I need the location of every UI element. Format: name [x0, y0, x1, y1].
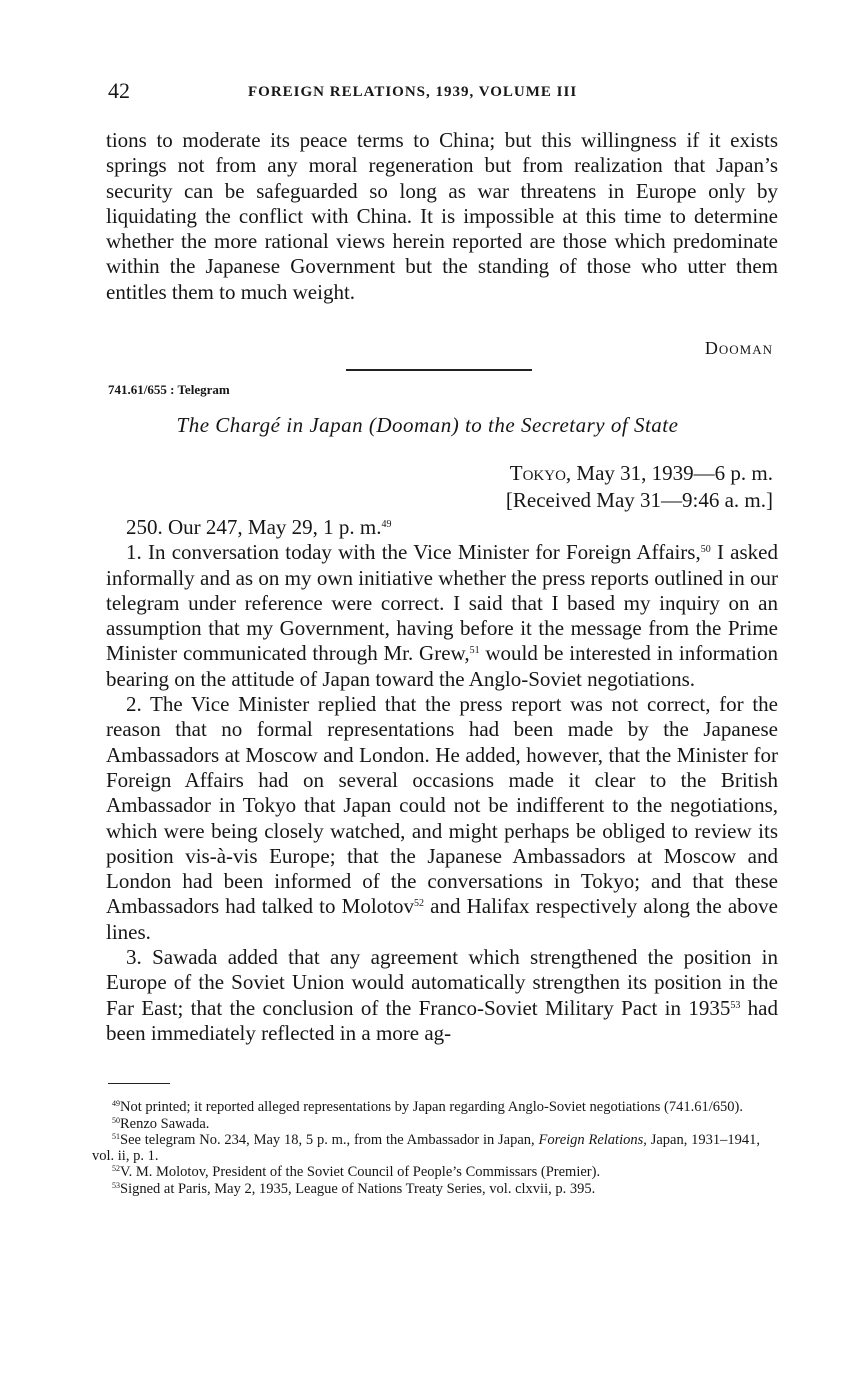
received-line: [Received May 31—9:46 a. m.] [505, 488, 773, 512]
page-number: 42 [108, 78, 130, 103]
paragraph-2-text-a: 2. The Vice Minister replied that the press report was not correct, for the reason that no formal representations had been made by the Japanese Ambassadors at Moscow and London. He added, however, that the Minister for Foreign Affairs had on several occasions made it clear to the British Ambassador in Tokyo that Japan could not be indifferent to the negotiations, which were being closely watched, and might perhaps be obliged to review its position vis-à-vis Europe; that the Japanese Ambassadors at Moscow and London had been informed of the conversations in Tokyo; and that these Ambassadors had talked to Molotov [106, 692, 778, 919]
paragraph-250 [106, 515, 778, 540]
sent-date: , May 31, 1939—6 p. m. [565, 461, 773, 485]
footnote-ref: 49 [381, 519, 392, 530]
paragraph-250-text: 250. Our 247, May 29, 1 p. m. [126, 515, 382, 539]
footnote-mark: 52 [112, 1164, 120, 1174]
footnote-ref: 51 [469, 645, 480, 657]
paragraph-3-text-b: had been immediately reflected in a more ag- [106, 995, 778, 1045]
paragraph-2 [106, 692, 778, 945]
footnote-mark: 49 [112, 1099, 120, 1108]
footnote-rule [108, 1083, 170, 1084]
document-title: The Chargé in Japan (Dooman) to the Secretary of State [176, 413, 679, 437]
footnote-text: Renzo Sawada. [120, 1115, 210, 1132]
footnote-text: Not printed; it reported alleged representations by Japan regarding Anglo-Soviet negotiations (741.61/650). [120, 1099, 743, 1115]
running-title: FOREIGN RELATIONS, 1939, VOLUME III [248, 84, 578, 100]
footnote-51 [92, 1133, 760, 1164]
footnote-50 [92, 1117, 760, 1133]
footnote-ref: 53 [730, 999, 741, 1011]
sent-line [506, 460, 773, 487]
place-name: Tokyo [509, 461, 566, 485]
footnote-text: See telegram No. 234, May 18, 5 p. m., from the Ambassador in Japan, [120, 1132, 539, 1149]
footnote-53 [92, 1182, 760, 1198]
continued-paragraph-text: tions to moderate its peace terms to China; but this willingness if it exists springs not from any moral regeneration but from realization that Japan’s security can be safeguarded so long as war threatens in Europe only by liquidating the conflict with China. It is impossible at this time to determine whether the more rational views herein reported are those which predominate within the Japanese Government but the standing of those who utter them entitles them to much weight. [106, 128, 778, 304]
footnote-mark: 50 [112, 1115, 120, 1125]
telegram-body [106, 515, 778, 1046]
continued-paragraph [106, 128, 778, 305]
footnote-text: Signed at Paris, May 2, 1935, League of Nations Treaty Series, vol. clxvii, p. 395. [120, 1180, 596, 1197]
signature: Dooman [704, 338, 773, 358]
page-header [108, 78, 778, 108]
paragraph-3-text-a: 3. Sawada added that any agreement which strengthened the position in Europe of the Soviet Union would automatically strengthen its position in the Far East; that the conclusion of the Franco-Soviet Military Pact in 1935 [106, 945, 778, 1020]
paragraph-2-text-b: and Halifax respectively along the above lines. [106, 894, 778, 944]
paragraph-1-text-c: would be interested in information bearing on the attitude of Japan toward the Anglo-Soviet negotiations. [106, 641, 779, 691]
paragraph-1-text-a: 1. In conversation today with the Vice Minister for Foreign Affairs, [126, 540, 701, 565]
footnotes [92, 1100, 760, 1199]
paragraph-3 [106, 945, 778, 1046]
footnote-ref: 50 [700, 544, 711, 556]
footnote-52 [92, 1165, 760, 1181]
paragraph-1 [106, 540, 778, 692]
footnote-text: V. M. Molotov, President of the Soviet Council of People’s Commissars (Premier). [120, 1164, 601, 1181]
footnote-text-after: , Japan, 1931–1941, vol. ii, p. 1. [92, 1132, 761, 1164]
footnote-mark: 53 [112, 1180, 120, 1190]
section-divider [346, 369, 532, 371]
dateline [506, 460, 773, 514]
file-reference: 741.61/655 : Telegram [108, 382, 230, 397]
footnote-ref: 52 [414, 898, 424, 910]
footnote-italic-title: Foreign Relations [538, 1132, 644, 1149]
footnote-mark: 51 [112, 1132, 120, 1142]
footnote-49 [92, 1100, 760, 1116]
paragraph-1-text-b: I asked informally and as on my own initiative whether the press reports outlined in our telegram under reference were correct. I said that I based my inquiry on an assumption that my Government, having before it the message from the Prime Minister communicated through Mr. Grew, [106, 540, 778, 666]
